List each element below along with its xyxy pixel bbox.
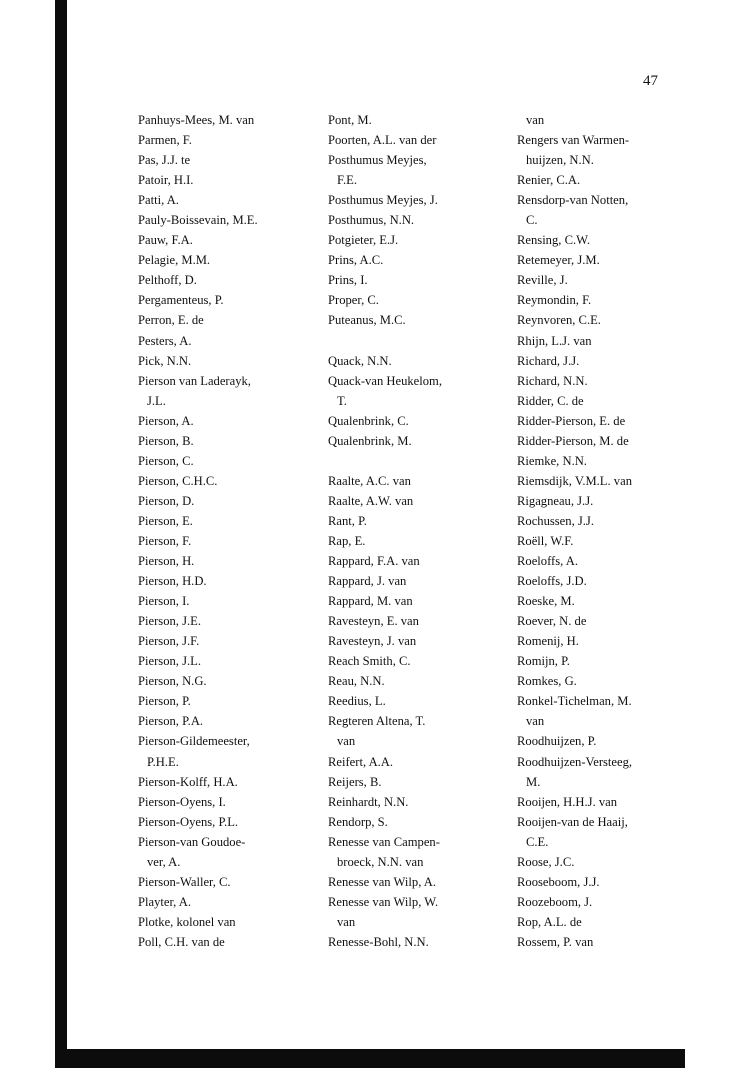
entry-name: Regteren Altena, T.	[328, 714, 426, 729]
index-entry	[328, 250, 503, 270]
entry-name: Rappard, F.A. van	[328, 554, 420, 569]
entry-name: Pelthoff, D.	[138, 273, 197, 288]
index-entry	[138, 451, 313, 471]
index-column-1	[138, 110, 313, 952]
entry-name: Pierson-Oyens, P.L.	[138, 814, 239, 829]
index-entry	[138, 671, 313, 691]
entry-name: Rhijn, L.J. van	[517, 333, 592, 348]
entry-name: Ridder-Pierson, E. de	[517, 413, 626, 428]
entry-name: Pierson, D.	[138, 493, 195, 508]
entry-name: Pierson, J.E.	[138, 614, 201, 629]
entry-name: Roodhuijzen-Versteeg,	[517, 754, 633, 769]
index-entry	[328, 631, 503, 651]
index-entry	[138, 210, 313, 230]
index-entry	[138, 932, 313, 952]
index-entry	[138, 872, 313, 892]
entry-name: Ravesteyn, J. van	[328, 634, 417, 649]
index-entry	[517, 852, 677, 872]
index-entry	[328, 130, 503, 150]
entry-name: Rant, P.	[328, 513, 367, 528]
entry-name: Renesse van Wilp, A.	[328, 874, 437, 889]
entry-name: Rooseboom, J.J.	[517, 874, 600, 889]
index-column-3	[517, 110, 677, 952]
entry-name: Pergamenteus, P.	[138, 293, 224, 308]
index-entry	[517, 932, 677, 952]
scan-edge-bottom	[55, 1049, 685, 1068]
entry-name: Rengers van Warmen-	[517, 133, 630, 148]
entry-continuation: van	[337, 734, 356, 749]
entry-name: Pierson-Waller, C.	[138, 874, 231, 889]
entry-continuation: broeck, N.N. van	[337, 854, 424, 869]
entry-name: Reijers, B.	[328, 774, 382, 789]
index-entry	[138, 411, 313, 431]
entry-name: Rendorp, S.	[328, 814, 388, 829]
index-entry	[328, 892, 503, 932]
entry-name: Reynvoren, C.E.	[517, 313, 601, 328]
index-entry	[328, 491, 503, 511]
entry-name: Roeloffs, A.	[517, 554, 578, 569]
entry-continuation: P.H.E.	[147, 754, 179, 769]
entry-name: Pierson, N.G.	[138, 674, 207, 689]
entry-continuation: F.E.	[337, 173, 357, 188]
index-entry	[328, 551, 503, 571]
entry-name: Reedius, L.	[328, 694, 386, 709]
index-entry	[328, 792, 503, 812]
entry-name: Romkes, G.	[517, 674, 577, 689]
scan-edge-left	[55, 0, 67, 1068]
index-entry	[138, 190, 313, 210]
entry-name: Reach Smith, C.	[328, 654, 411, 669]
index-entry	[328, 611, 503, 631]
index-entry	[328, 270, 503, 290]
entry-continuation: C.E.	[526, 834, 549, 849]
entry-name: Roëll, W.F.	[517, 533, 574, 548]
index-entry	[517, 351, 677, 371]
index-entry	[328, 150, 503, 190]
entry-name: Roozeboom, J.	[517, 894, 593, 909]
index-entry	[517, 792, 677, 812]
index-entry	[517, 571, 677, 591]
index-entry	[138, 772, 313, 792]
entry-name: Potgieter, E.J.	[328, 233, 399, 248]
index-entry	[328, 310, 503, 330]
index-entry	[517, 551, 677, 571]
index-entry	[328, 351, 503, 371]
index-entry	[138, 711, 313, 731]
entry-name: Prins, I.	[328, 273, 368, 288]
entry-name: Posthumus Meyjes,	[328, 153, 427, 168]
entry-name: Roeske, M.	[517, 594, 575, 609]
index-entry	[517, 611, 677, 631]
entry-name: Rooijen, H.H.J. van	[517, 794, 618, 809]
entry-name: Roodhuijzen, P.	[517, 734, 597, 749]
entry-name: Renesse van Campen-	[328, 834, 440, 849]
entry-name: Poorten, A.L. van der	[328, 133, 437, 148]
index-entry	[328, 230, 503, 250]
entry-name: Riemsdijk, V.M.L. van	[517, 473, 632, 488]
entry-name: Renier, C.A.	[517, 173, 581, 188]
index-entry	[517, 912, 677, 932]
entry-name: Pierson, B.	[138, 433, 194, 448]
entry-name: Pierson, F.	[138, 533, 192, 548]
entry-name: Pierson, A.	[138, 413, 194, 428]
index-entry	[138, 531, 313, 551]
entry-name: Ridder, C. de	[517, 393, 584, 408]
index-entry	[138, 331, 313, 351]
index-entry	[328, 431, 503, 451]
index-entry	[328, 591, 503, 611]
index-entry	[138, 892, 313, 912]
entry-name: Rooijen-van de Haaij,	[517, 814, 628, 829]
index-entry	[517, 631, 677, 651]
index-entry	[328, 752, 503, 772]
entry-continuation: C.	[526, 213, 538, 228]
index-entry	[517, 270, 677, 290]
index-entry	[138, 551, 313, 571]
entry-name: Pierson, J.L.	[138, 654, 201, 669]
entry-name: Pas, J.J. te	[138, 153, 191, 168]
index-entry	[328, 772, 503, 792]
index-entry	[517, 190, 677, 230]
index-entry	[517, 892, 677, 912]
entry-continuation: M.	[526, 774, 541, 789]
index-entry	[138, 170, 313, 190]
index-entry	[517, 812, 677, 852]
index-entry	[138, 691, 313, 711]
entry-name: Rappard, J. van	[328, 574, 407, 589]
index-entry	[328, 671, 503, 691]
entry-continuation: huijzen, N.N.	[526, 153, 594, 168]
index-entry	[138, 471, 313, 491]
entry-continuation: van	[526, 113, 545, 127]
entry-name: Panhuys-Mees, M. van	[138, 113, 255, 127]
entry-name: Romenij, H.	[517, 634, 579, 649]
index-entry	[517, 411, 677, 431]
entry-continuation: J.L.	[147, 393, 166, 408]
index-entry	[517, 591, 677, 611]
index-entry	[328, 190, 503, 210]
index-entry	[517, 170, 677, 190]
entry-name: Romijn, P.	[517, 654, 570, 669]
index-entry	[517, 491, 677, 511]
index-entry	[517, 691, 677, 731]
index-entry	[328, 812, 503, 832]
entry-name: Pierson, I.	[138, 594, 190, 609]
index-entry	[517, 371, 677, 391]
entry-name: Rap, E.	[328, 533, 366, 548]
entry-name: Reville, J.	[517, 273, 568, 288]
entry-name: Rossem, P. van	[517, 934, 594, 949]
index-entry	[517, 250, 677, 270]
index-entry	[517, 752, 677, 792]
entry-name: Proper, C.	[328, 293, 379, 308]
entry-name: Pierson, J.F.	[138, 634, 200, 649]
entry-name: Posthumus Meyjes, J.	[328, 193, 438, 208]
index-entry	[517, 130, 677, 170]
index-entry	[328, 571, 503, 591]
entry-name: Pierson, P.A.	[138, 714, 204, 729]
index-entry	[328, 290, 503, 310]
index-entry	[138, 731, 313, 771]
entry-name: Pierson, P.	[138, 694, 191, 709]
index-entry	[517, 872, 677, 892]
entry-name: Pierson, C.H.C.	[138, 473, 218, 488]
index-entry	[517, 310, 677, 330]
entry-continuation: ver, A.	[147, 854, 181, 869]
index-entry	[138, 150, 313, 170]
entry-name: Playter, A.	[138, 894, 192, 909]
entry-name: Renesse van Wilp, W.	[328, 894, 439, 909]
index-entry	[138, 371, 313, 411]
index-entry	[138, 591, 313, 611]
index-entry	[138, 611, 313, 631]
index-entry	[328, 691, 503, 711]
entry-name: Pierson, E.	[138, 513, 193, 528]
index-entry	[138, 912, 313, 932]
entry-name: Renesse-Bohl, N.N.	[328, 934, 429, 949]
index-entry	[328, 371, 503, 411]
index-entry	[328, 872, 503, 892]
entry-name: Roever, N. de	[517, 614, 587, 629]
entry-name: Patoir, H.I.	[138, 173, 194, 188]
index-entry	[138, 110, 313, 130]
index-entry	[517, 451, 677, 471]
index-entry	[328, 832, 503, 872]
index-entry	[517, 391, 677, 411]
entry-name: Poll, C.H. van de	[138, 934, 225, 949]
entry-name: Richard, N.N.	[517, 373, 588, 388]
index-entry	[138, 631, 313, 651]
entry-name: Reifert, A.A.	[328, 754, 394, 769]
index-entry	[517, 110, 677, 130]
entry-name: Roose, J.C.	[517, 854, 575, 869]
entry-name: Pierson-Oyens, I.	[138, 794, 226, 809]
index-entry	[517, 531, 677, 551]
index-entry	[328, 651, 503, 671]
entry-name: Posthumus, N.N.	[328, 213, 415, 228]
index-entry	[328, 411, 503, 431]
entry-name: Qualenbrink, M.	[328, 433, 412, 448]
entry-continuation: van	[526, 714, 545, 729]
entry-name: Pierson-Kolff, H.A.	[138, 774, 238, 789]
entry-name: Pierson van Laderayk,	[138, 373, 251, 388]
index-entry	[138, 832, 313, 872]
entry-name: Ronkel-Tichelman, M.	[517, 694, 632, 709]
entry-name: Perron, E. de	[138, 313, 204, 328]
entry-name: Quack, N.N.	[328, 353, 392, 368]
entry-name: Reau, N.N.	[328, 674, 385, 689]
entry-name: Roeloffs, J.D.	[517, 574, 587, 589]
index-entry	[138, 491, 313, 511]
index-entry	[138, 130, 313, 150]
index-entry	[138, 511, 313, 531]
entry-name: Pesters, A.	[138, 333, 192, 348]
entry-name: Reinhardt, N.N.	[328, 794, 409, 809]
entry-name: Patti, A.	[138, 193, 179, 208]
index-entry	[138, 571, 313, 591]
index-entry	[138, 290, 313, 310]
entry-name: Pierson-Gildemeester,	[138, 734, 250, 749]
entry-name: Pick, N.N.	[138, 353, 192, 368]
entry-name: Pierson, H.	[138, 554, 195, 569]
entry-name: Ravesteyn, E. van	[328, 614, 419, 629]
index-entry	[328, 471, 503, 491]
entry-name: Plotke, kolonel van	[138, 914, 236, 929]
page-number: 47	[643, 73, 658, 89]
entry-name: Rappard, M. van	[328, 594, 413, 609]
entry-name: Rop, A.L. de	[517, 914, 582, 929]
entry-name: Pierson-van Goudoe-	[138, 834, 246, 849]
index-entry	[138, 812, 313, 832]
entry-name: Quack-van Heukelom,	[328, 373, 443, 388]
index-entry	[138, 270, 313, 290]
entry-name: Puteanus, M.C.	[328, 313, 406, 328]
index-entry	[517, 651, 677, 671]
entry-name: Pelagie, M.M.	[138, 253, 211, 268]
entry-name: Reymondin, F.	[517, 293, 592, 308]
index-entry	[138, 792, 313, 812]
index-column-2	[328, 110, 503, 952]
entry-name: Ridder-Pierson, M. de	[517, 433, 629, 448]
entry-name: Pauly-Boissevain, M.E.	[138, 213, 258, 228]
index-entry	[517, 471, 677, 491]
entry-continuation: T.	[337, 393, 347, 408]
index-entry	[517, 431, 677, 451]
index-gap	[328, 451, 503, 471]
index-entry	[138, 230, 313, 250]
index-entry	[517, 230, 677, 250]
index-entry	[328, 210, 503, 230]
entry-name: Retemeyer, J.M.	[517, 253, 600, 268]
entry-name: Rensdorp-van Notten,	[517, 193, 629, 208]
index-entry	[517, 331, 677, 351]
entry-name: Pauw, F.A.	[138, 233, 193, 248]
index-entry	[138, 351, 313, 371]
index-entry	[328, 531, 503, 551]
entry-name: Qualenbrink, C.	[328, 413, 409, 428]
index-entry	[138, 651, 313, 671]
entry-name: Raalte, A.W. van	[328, 493, 414, 508]
index-entry	[517, 511, 677, 531]
index-entry	[328, 511, 503, 531]
index-entry	[328, 932, 503, 952]
index-entry	[138, 250, 313, 270]
entry-name: Rigagneau, J.J.	[517, 493, 594, 508]
index-entry	[517, 671, 677, 691]
index-entry	[328, 110, 503, 130]
entry-name: Prins, A.C.	[328, 253, 384, 268]
entry-name: Rensing, C.W.	[517, 233, 591, 248]
index-entry	[328, 711, 503, 751]
index-entry	[517, 290, 677, 310]
entry-name: Richard, J.J.	[517, 353, 580, 368]
entry-name: Riemke, N.N.	[517, 453, 587, 468]
index-entry	[138, 310, 313, 330]
entry-name: Pont, M.	[328, 113, 372, 127]
index-entry	[138, 431, 313, 451]
entry-name: Pierson, H.D.	[138, 574, 207, 589]
entry-name: Pierson, C.	[138, 453, 194, 468]
index-entry	[517, 731, 677, 751]
index-gap	[328, 331, 503, 351]
entry-name: Raalte, A.C. van	[328, 473, 411, 488]
entry-continuation: van	[337, 914, 356, 929]
entry-name: Parmen, F.	[138, 133, 192, 148]
entry-name: Rochussen, J.J.	[517, 513, 594, 528]
